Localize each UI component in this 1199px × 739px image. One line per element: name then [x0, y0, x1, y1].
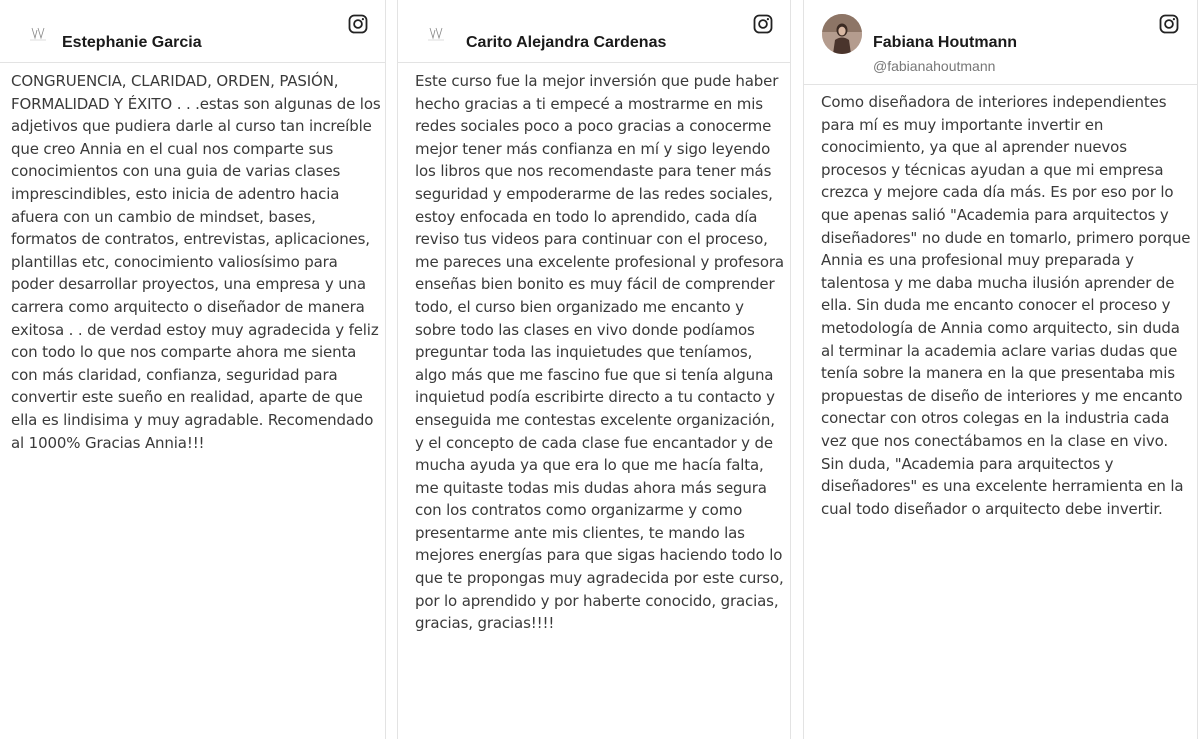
instagram-icon[interactable]	[753, 14, 773, 34]
review-card-header	[398, 0, 790, 63]
author-name: Estephanie Garcia	[62, 34, 202, 51]
author-name: Fabiana Houtmann	[873, 34, 1018, 51]
review-text: Como diseñadora de interiores independientes para mí es muy importante invertir en conocimiento, ya que al aprender nuevos procesos y técnicas ayudan a que mi empresa crezca y mejore cada día más. Es por eso por lo que apenas salió "Academia para arquitectos y diseñadores" no dude en tomarlo, primero porque Annia es una profesional muy preparada y talentosa y me daba mucha ilusión aprender de ella. Sin duda me encanto conocer el proceso y metodología de Annia como arquitecto, sin duda al terminar la academia aclare varias dudas que tenía sobre la manera en la que presentaba mis propuestas de diseño de interiores y me encanto conectar con otros colegas en la industria cada vez que nos conectábamos en la clase en vivo. Sin duda, "Academia para arquitectos y diseñadores" es una excelente herramienta en la cual todo diseñador o arquitecto debe invertir.	[821, 93, 1191, 518]
instagram-icon[interactable]	[348, 14, 368, 34]
review-card-header	[0, 0, 385, 63]
instagram-icon[interactable]	[1159, 14, 1179, 34]
review-text: Este curso fue la mejor inversión que pude haber hecho gracias a ti empecé a mostrarme en mis redes sociales poco a poco gracias a conocerme mejor tener más confianza en mí y sigo leyendo los libros que nos recomendaste para tener más seguridad y empoderarme de las redes sociales, estoy enfocada en todo lo aprendido, cada día reviso tus videos para continuar con el proceso, me pareces una excelente profesional y profesora enseñas bien bonito es muy fácil de comprender todo, el curso bien organizado me encanto y sobre todo las clases en vivo donde podíamos preguntar toda las inquietudes que teníamos, algo más que me fascino fue que si tenía alguna inquietud podía escribirte directo a tu contacto y enseguida me contestas excelente organización, y el concepto de cada clase fue encantador y de mucha ayuda ya que era lo que me hacía falta, me quitaste todas mis dudas ahora más segura con los contratos como organizarme y como presentarme ante mis clientes, te mando las mejores energías para que sigas haciendo todo lo que te propongas muy agradecida por este curso, por lo aprendido y por haberte conocido, gracias, gracias, gracias!!!!	[415, 72, 784, 633]
logo-avatar	[416, 14, 456, 54]
profile-photo-avatar	[822, 14, 862, 54]
review-text: CONGRUENCIA, CLARIDAD, ORDEN, PASIÓN, FORMALIDAD Y ÉXITO . . .estas son algunas de los adjetivos que pudiera darle al curso tan increíble que creo Annia en el cual nos comparte sus conocimientos con una guia de varias clases imprescindibles, esto inicia de adentro hacia afuera con un cambio de mindset, bases, formatos de contratos, entrevistas, aplicaciones, plantillas etc, conocimiento valiosísimo para poder desarrollar proyectos, una empresa y una carrera como arquitecto o diseñador de manera exitosa . . de verdad estoy muy agradecida y feliz con todo lo que nos comparte ahora me sienta con más claridad, confianza, seguridad para convertir este sueño en realidad, aparte de que ella es lindisima y muy agradable. Recomendado al 1000% Gracias Annia!!!	[11, 72, 381, 452]
review-card	[0, 0, 386, 739]
author-handle: @fabianahoutmann	[873, 58, 996, 74]
review-card-header	[804, 0, 1197, 85]
author-name: Carito Alejandra Cardenas	[466, 34, 667, 51]
review-card	[803, 0, 1198, 739]
review-card	[397, 0, 791, 739]
logo-avatar	[18, 14, 58, 54]
